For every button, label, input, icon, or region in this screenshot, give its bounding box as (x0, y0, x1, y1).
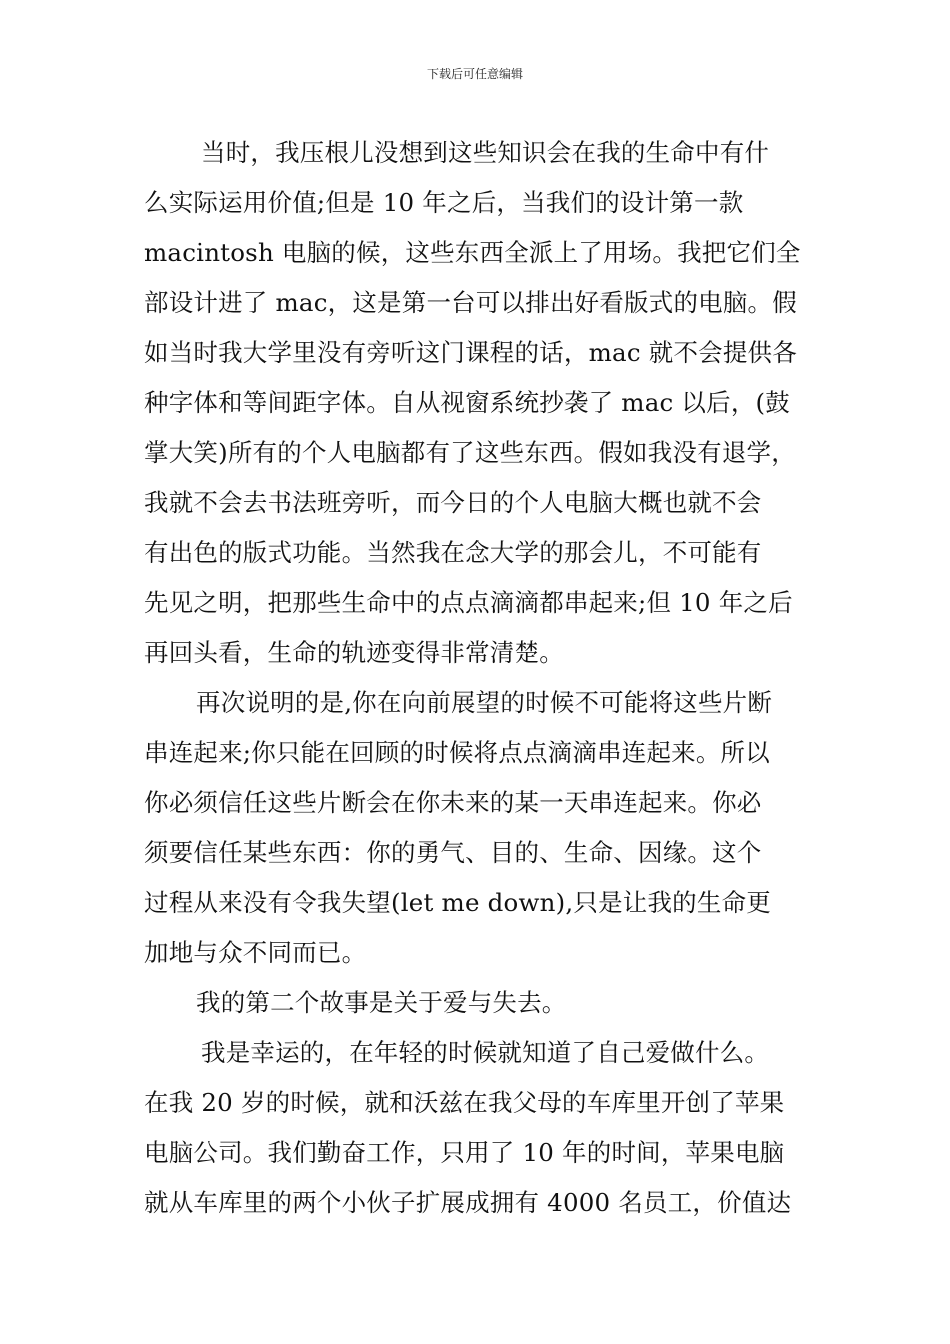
text-line: 我就不会去书法班旁听，而今日的个人电脑大概也就不会 (144, 488, 762, 517)
text-line: 如当时我大学里没有旁听这门课程的话，mac 就不会提供各 (144, 338, 797, 367)
text-line: 掌大笑)所有的个人电脑都有了这些东西。假如我没有退学， (144, 438, 796, 467)
text-line: 过程从来没有令我失望(let me down),只是让我的生命更 (144, 888, 771, 917)
text-line: 电脑公司。我们勤奋工作，只用了 10 年的时间，苹果电脑 (144, 1138, 785, 1167)
text-line: 有出色的版式功能。当然我在念大学的那会儿，不可能有 (144, 538, 762, 567)
text-line: 我的第二个故事是关于爱与失去。 (196, 988, 567, 1017)
body-text (144, 128, 812, 1228)
text-line: 在我 20 岁的时候，就和沃兹在我父母的车库里开创了苹果 (144, 1088, 785, 1117)
text-line: 么实际运用价值;但是 10 年之后，当我们的设计第一款 (144, 188, 744, 217)
page-header: 下载后可任意编辑 (426, 67, 523, 81)
text-line: 种字体和等间距字体。自从视窗系统抄袭了 mac 以后，(鼓 (144, 388, 790, 417)
text-line: macintosh 电脑的候，这些东西全派上了用场。我把它们全 (144, 238, 801, 267)
text-line: 再次说明的是,你在向前展望的时候不可能将这些片断 (196, 688, 773, 717)
text-line: 先见之明，把那些生命中的点点滴滴都串起来;但 10 年之后 (144, 588, 793, 617)
text-line: 当时，我压根儿没想到这些知识会在我的生命中有什 (201, 138, 770, 167)
text-line: 就从车库里的两个小伙子扩展成拥有 4000 名员工，价值达 (144, 1188, 792, 1217)
text-line: 我是幸运的，在年轻的时候就知道了自己爱做什么。 (201, 1038, 770, 1067)
text-line: 加地与众不同而已。 (144, 938, 367, 967)
text-line: 部设计进了 mac，这是第一台可以排出好看版式的电脑。假 (144, 288, 797, 317)
text-line: 须要信任某些东西：你的勇气、目的、生命、因缘。这个 (144, 838, 762, 867)
text-line: 再回头看，生命的轨迹变得非常清楚。 (144, 638, 564, 667)
text-line: 串连起来;你只能在回顾的时候将点点滴滴串连起来。所以 (144, 738, 770, 767)
text-line: 你必须信任这些片断会在你未来的某一天串连起来。你必 (144, 788, 762, 817)
